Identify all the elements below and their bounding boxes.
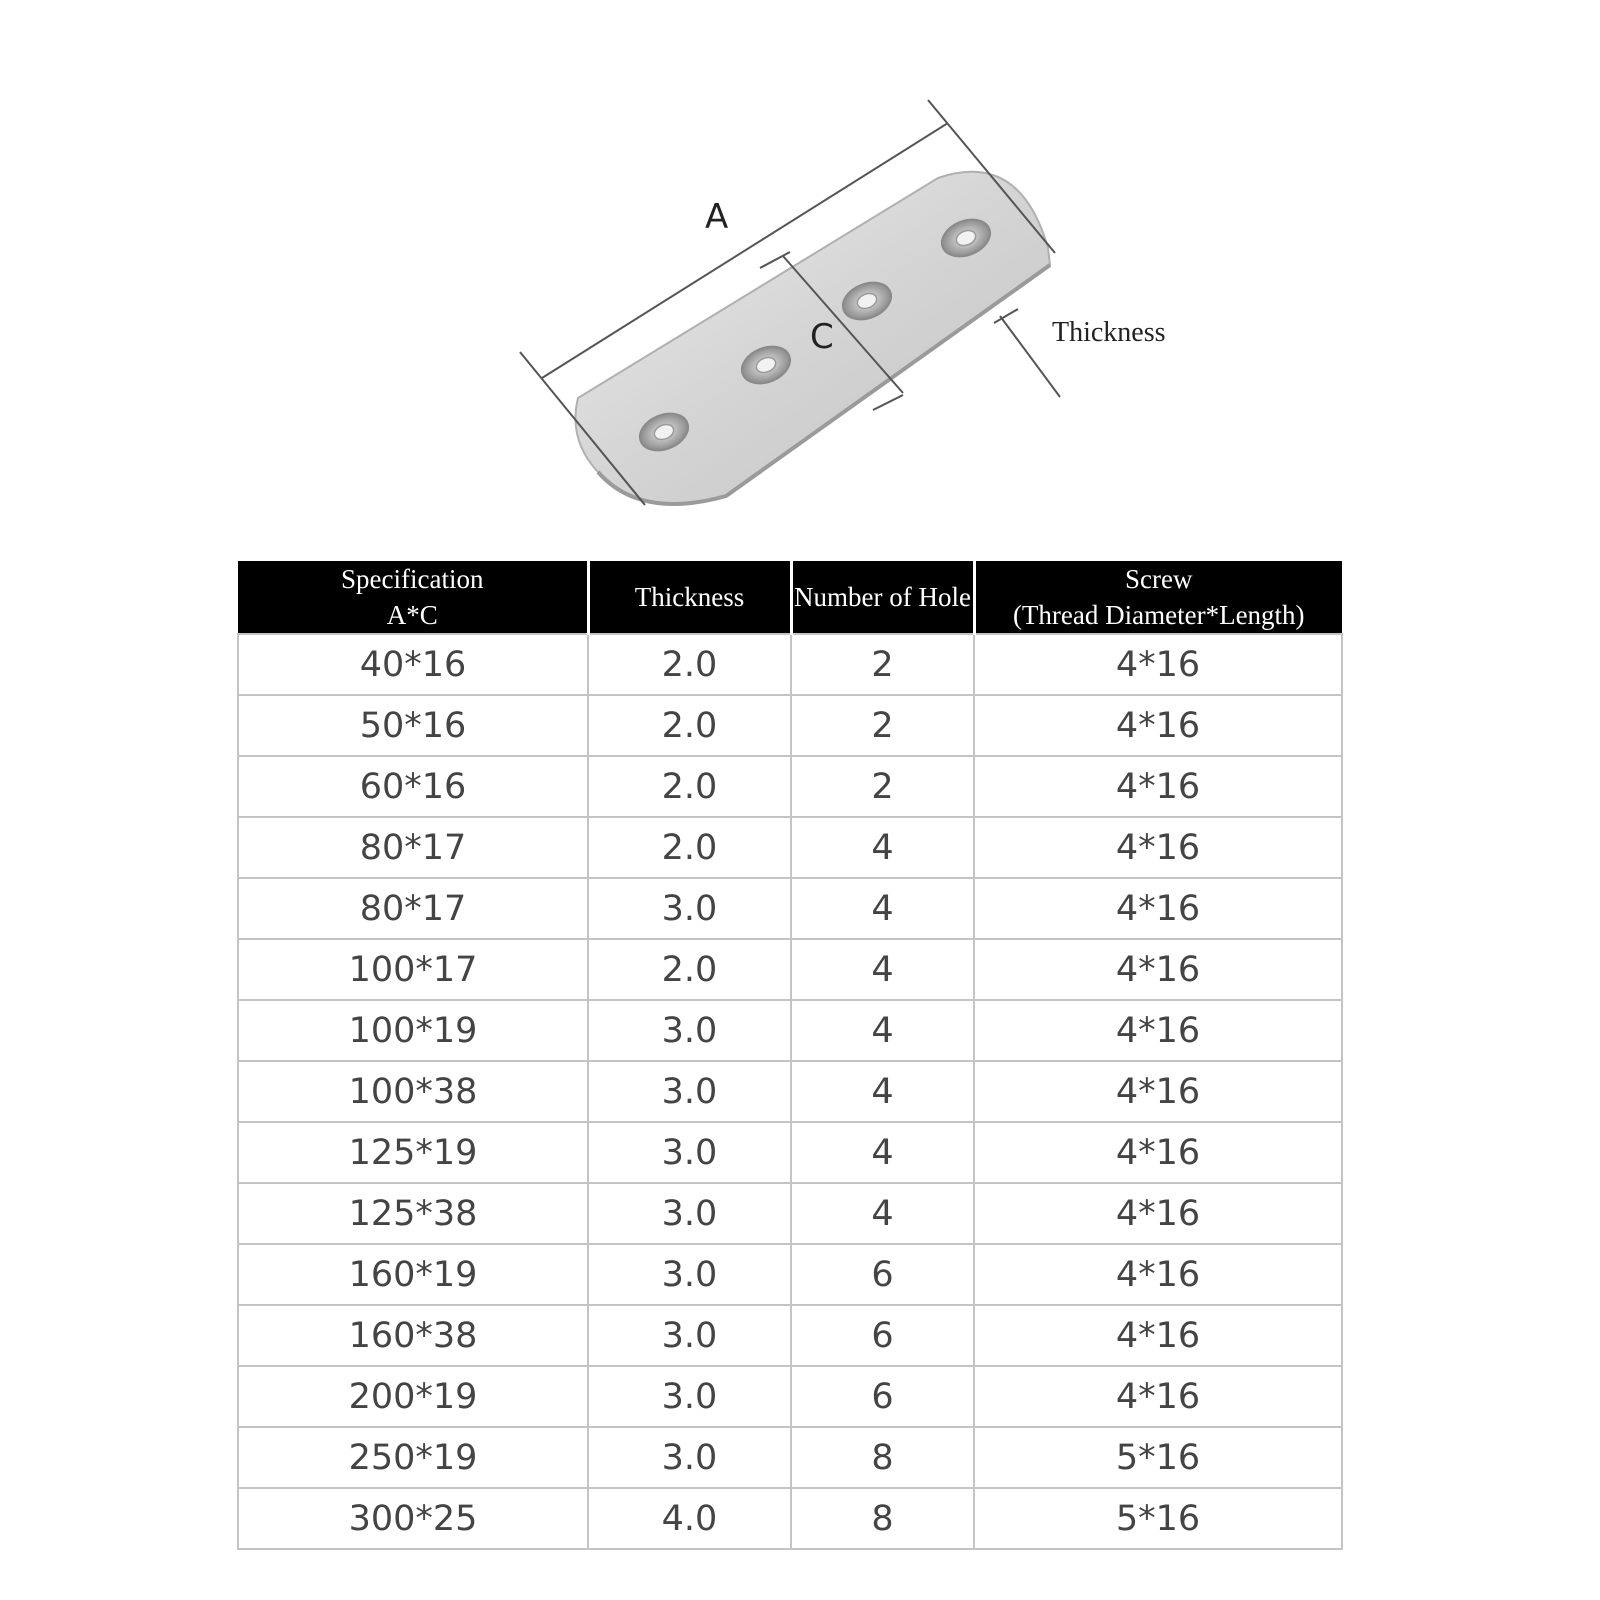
cell-holes: 6	[791, 1305, 974, 1366]
cell-thickness: 4.0	[588, 1488, 791, 1549]
table-row	[238, 1427, 1342, 1488]
cell-thickness: 2.0	[588, 695, 791, 756]
cell-screw: 4*16	[974, 695, 1342, 756]
cell-specification: 125*19	[238, 1122, 588, 1183]
cell-specification: 40*16	[238, 634, 588, 695]
cell-screw: 4*16	[974, 878, 1342, 939]
table-row	[238, 1000, 1342, 1061]
cell-specification: 100*17	[238, 939, 588, 1000]
table-row	[238, 939, 1342, 1000]
cell-screw: 4*16	[974, 1366, 1342, 1427]
cell-thickness: 3.0	[588, 1244, 791, 1305]
cell-specification: 200*19	[238, 1366, 588, 1427]
cell-specification: 300*25	[238, 1488, 588, 1549]
header-screw: Screw (Thread Diameter*Length)	[974, 561, 1342, 634]
cell-screw: 4*16	[974, 817, 1342, 878]
cell-specification: 60*16	[238, 756, 588, 817]
cell-holes: 6	[791, 1244, 974, 1305]
cell-thickness: 3.0	[588, 1183, 791, 1244]
cell-specification: 160*38	[238, 1305, 588, 1366]
cell-thickness: 2.0	[588, 939, 791, 1000]
cell-specification: 250*19	[238, 1427, 588, 1488]
cell-screw: 4*16	[974, 634, 1342, 695]
cell-specification: 100*19	[238, 1000, 588, 1061]
cell-holes: 2	[791, 756, 974, 817]
cell-holes: 4	[791, 1000, 974, 1061]
cell-thickness: 2.0	[588, 634, 791, 695]
thickness-callout	[994, 309, 1060, 397]
cell-specification: 160*19	[238, 1244, 588, 1305]
table-row	[238, 634, 1342, 695]
cell-specification: 80*17	[238, 878, 588, 939]
product-diagram	[0, 0, 1600, 540]
cell-holes: 8	[791, 1488, 974, 1549]
cell-screw: 4*16	[974, 1305, 1342, 1366]
cell-screw: 4*16	[974, 756, 1342, 817]
table-row	[238, 1305, 1342, 1366]
cell-screw: 4*16	[974, 1122, 1342, 1183]
cell-screw: 5*16	[974, 1488, 1342, 1549]
cell-thickness: 3.0	[588, 1000, 791, 1061]
cell-holes: 8	[791, 1427, 974, 1488]
table-row	[238, 817, 1342, 878]
cell-holes: 4	[791, 1122, 974, 1183]
cell-screw: 4*16	[974, 1000, 1342, 1061]
cell-holes: 2	[791, 634, 974, 695]
thickness-label: Thickness	[1052, 317, 1166, 348]
cell-thickness: 3.0	[588, 1061, 791, 1122]
cell-holes: 4	[791, 939, 974, 1000]
cell-thickness: 3.0	[588, 1122, 791, 1183]
dimension-c-label: C	[810, 317, 834, 357]
cell-holes: 4	[791, 1061, 974, 1122]
cell-screw: 4*16	[974, 939, 1342, 1000]
cell-holes: 4	[791, 878, 974, 939]
cell-thickness: 2.0	[588, 756, 791, 817]
cell-thickness: 2.0	[588, 817, 791, 878]
header-specification: Specification A*C	[238, 561, 588, 634]
cell-specification: 50*16	[238, 695, 588, 756]
header-number-of-holes: Number of Hole	[791, 561, 974, 634]
cell-specification: 100*38	[238, 1061, 588, 1122]
cell-holes: 2	[791, 695, 974, 756]
cell-holes: 4	[791, 817, 974, 878]
table-row	[238, 1244, 1342, 1305]
table-row	[238, 878, 1342, 939]
table-row	[238, 1183, 1342, 1244]
cell-screw: 4*16	[974, 1061, 1342, 1122]
cell-holes: 6	[791, 1366, 974, 1427]
cell-specification: 80*17	[238, 817, 588, 878]
table-header-row	[238, 561, 1342, 634]
cell-screw: 4*16	[974, 1244, 1342, 1305]
table-row	[238, 1061, 1342, 1122]
table-row	[238, 1366, 1342, 1427]
header-thickness: Thickness	[588, 561, 791, 634]
cell-thickness: 3.0	[588, 1427, 791, 1488]
specification-table	[237, 561, 1343, 1550]
cell-holes: 4	[791, 1183, 974, 1244]
table-row	[238, 1122, 1342, 1183]
cell-thickness: 3.0	[588, 878, 791, 939]
cell-thickness: 3.0	[588, 1305, 791, 1366]
table-row	[238, 695, 1342, 756]
table-row	[238, 756, 1342, 817]
cell-specification: 125*38	[238, 1183, 588, 1244]
cell-screw: 4*16	[974, 1183, 1342, 1244]
table-row	[238, 1488, 1342, 1549]
cell-screw: 5*16	[974, 1427, 1342, 1488]
dimension-a-label: A	[705, 197, 729, 237]
cell-thickness: 3.0	[588, 1366, 791, 1427]
